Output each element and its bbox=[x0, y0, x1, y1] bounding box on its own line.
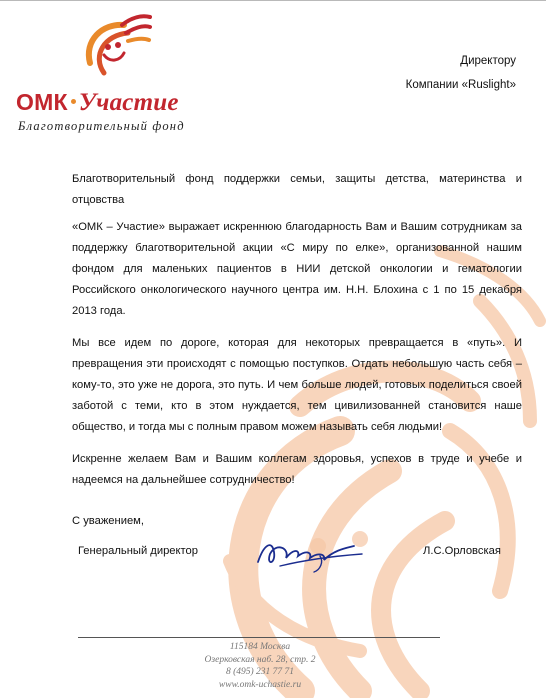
paragraph-3: Мы все идем по дороге, которая для некоторых превращается в «путь». И превращения эти происходят с помощью поступков. Отдать небольшую часть себя – кому-то, это уже не дорога, это путь. И чем больше людей, готовых поделиться своей заботой с теми, кто в этом нуждается, тем цивилизованней становится наше общество, и тогда мы с полным правом можем называть себя людьми! bbox=[72, 337, 522, 433]
footer-site: www.omk-uchastie.ru bbox=[218, 679, 302, 690]
signer-title: Генеральный директор bbox=[78, 545, 198, 557]
paragraph-2: «ОМК – Участие» выражает искреннюю благодарность Вам и Вашим сотрудникам за поддержку благотворительной акции «С миру по елке», организованной нашим фондом для маленьких пациентов в НИИ детской онкологии и гематологии Российского онкологического научного центра им. Н.Н. Блохина с 1 по 15 декабря 2013 года. bbox=[72, 221, 522, 317]
footer-address bbox=[160, 641, 360, 691]
addressee-line-2: Компании «Ruslight» bbox=[405, 79, 516, 91]
footer-divider bbox=[78, 637, 440, 638]
logo-word: Участие bbox=[78, 89, 179, 116]
paragraph-4: Искренне желаем Вам и Вашим коллегам здоровья, успехов в труде и учебе и надеемся на дальнейшее сотрудничество! bbox=[72, 453, 522, 486]
omk-logo bbox=[12, 11, 232, 131]
smiling-wing-icon bbox=[82, 11, 152, 81]
footer-street: Озерковская наб. 28, стр. 2 bbox=[204, 654, 316, 665]
logo-dot-icon bbox=[71, 99, 76, 104]
regards: С уважением, bbox=[72, 515, 144, 527]
logo-wordmark bbox=[16, 89, 179, 117]
logo-subtitle: Благотворительный фонд bbox=[18, 119, 185, 133]
letter-body bbox=[72, 169, 522, 543]
logo-brand: ОМК bbox=[16, 89, 68, 115]
footer-postcode: 115184 Москва bbox=[229, 642, 291, 652]
footer-phone: 8 (495) 231 77 71 bbox=[225, 667, 295, 677]
paragraph-1: Благотворительный фонд поддержки семьи, защиты детства, материнства и отцовства bbox=[72, 173, 522, 206]
handwritten-signature-icon bbox=[250, 526, 370, 576]
signer-name: Л.С.Орловская bbox=[423, 545, 501, 557]
addressee bbox=[406, 55, 516, 103]
addressee-line-1: Директору bbox=[460, 55, 516, 67]
